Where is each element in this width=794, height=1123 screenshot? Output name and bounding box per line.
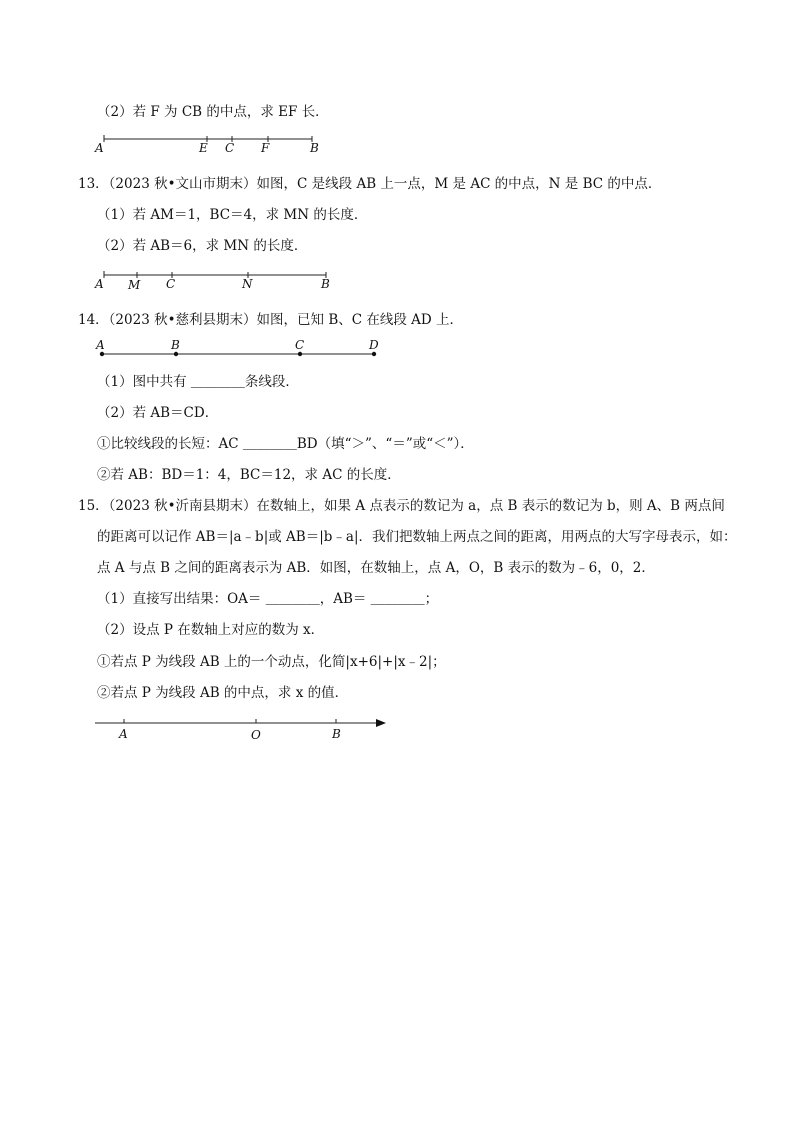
q12-segment-figure [95, 132, 335, 158]
q15-label-o: O [251, 728, 261, 742]
q12-label-f: F [261, 141, 270, 155]
q14-part2: （2）若 AB＝CD． [97, 405, 219, 421]
q15-stem-line2: 的距离可以记作 AB＝|a﹣b|或 AB＝|b﹣a|．我们把数轴上两点之间的距离，用两点的大写字母表示，如： [97, 529, 737, 545]
q13-label-m: M [128, 278, 141, 292]
q15-part2-2: ②若点 P 为线段 AB 的中点，求 x 的值． [97, 685, 349, 701]
q12-part2-text: （2）若 F 为 CB 的中点，求 EF 长． [97, 104, 329, 120]
q15-stem-line3: 点 A 与点 B 之间的距离表示为 AB．如图，在数轴上，点 A，O，B 表示的数为﹣6，0，2． [97, 560, 655, 576]
q14-label-b: B [171, 338, 180, 352]
q13-part2: （2）若 AB＝6，求 MN 的长度． [97, 238, 308, 254]
q15-part2-1: ①若点 P 为线段 AB 上的一个动点，化简|x+6|+|x﹣2|； [97, 654, 446, 670]
q15-stem-line1: 15．（2023 秋•沂南县期末）在数轴上，如果 A 点表示的数记为 a，点 B 表示的数记为 b，则 A、B 两点间 [78, 498, 725, 514]
q14-part2-1: ①比较线段的长短：AC ＿＿＿＿BD（填“＞”、“＝”或“＜”）． [97, 436, 474, 452]
q14-stem: 14．（2023 秋•慈利县期末）如图，已知 B、C 在线段 AD 上． [78, 312, 464, 328]
q14-label-a: A [96, 338, 105, 352]
q14-segment-figure [95, 337, 385, 359]
q13-stem: 13．（2023 秋•文山市期末）如图，C 是线段 AB 上一点，M 是 AC 的中点，N 是 BC 的中点． [78, 176, 662, 192]
q13-label-c: C [166, 277, 176, 291]
q14-label-c: C [295, 338, 305, 352]
q14-part1: （1）图中共有 ＿＿＿＿条线段． [97, 374, 299, 390]
q14-part2-2: ②若 AB：BD＝1：4，BC＝12，求 AC 的长度． [97, 467, 401, 483]
q12-label-e: E [199, 141, 208, 155]
q12-label-b: B [310, 141, 319, 155]
q15-label-b: B [332, 727, 341, 741]
q15-number-line-figure [95, 714, 395, 744]
q13-part1: （1）若 AM＝1，BC＝4，求 MN 的长度． [97, 207, 368, 223]
q13-label-b: B [321, 277, 330, 291]
q15-part2: （2）设点 P 在数轴上对应的数为 x． [97, 622, 325, 638]
q12-label-a: A [95, 141, 104, 155]
q15-label-a: A [119, 727, 128, 741]
q12-label-c: C [225, 141, 235, 155]
q15-part1: （1）直接写出结果：OA＝ ＿＿＿＿，AB＝ ＿＿＿＿； [97, 591, 439, 607]
q13-segment-figure [95, 268, 335, 294]
q13-label-n: N [242, 277, 253, 291]
q14-label-d: D [369, 338, 379, 352]
q13-label-a: A [95, 277, 104, 291]
